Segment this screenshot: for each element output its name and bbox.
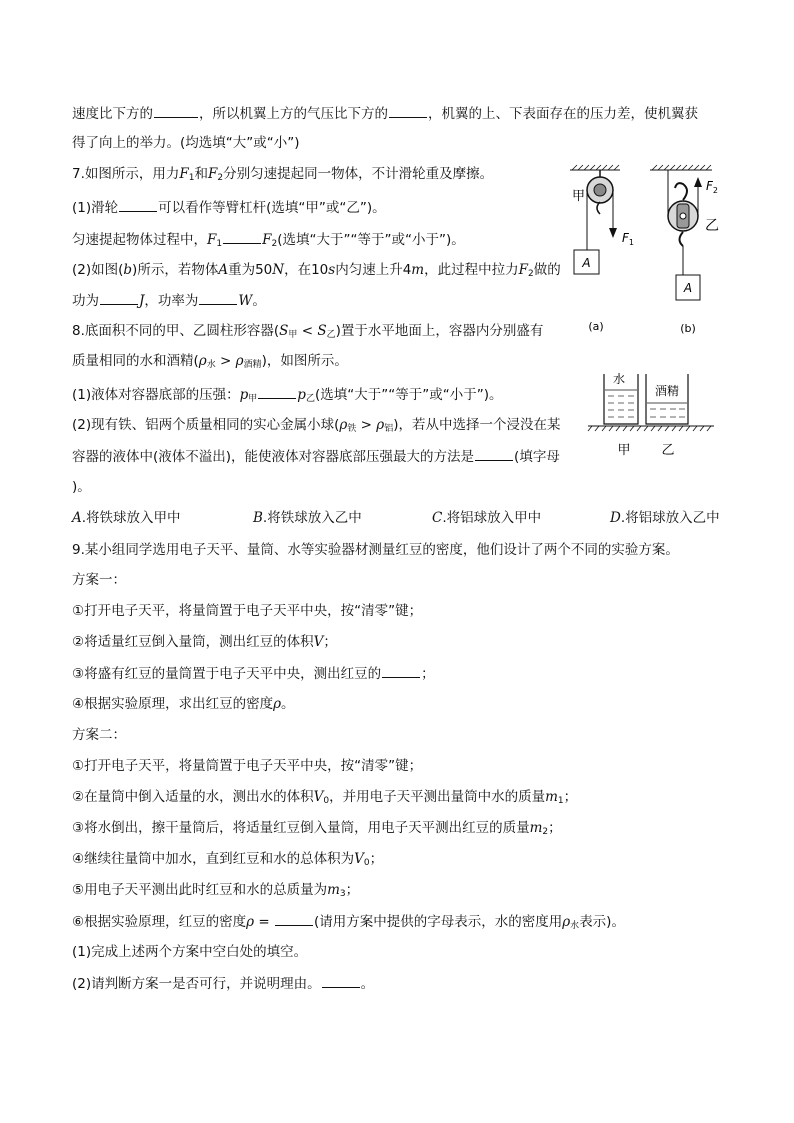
text: )，若从中选择一个浸没在某 [393, 417, 561, 433]
var-f: F [208, 166, 218, 182]
var: V [313, 789, 324, 805]
var: V [354, 851, 364, 867]
answer-blank[interactable] [258, 384, 296, 399]
answer-blank[interactable] [154, 103, 198, 118]
pulley-figure [560, 160, 730, 340]
q9-p2-step5 [72, 880, 359, 904]
text: 分别匀速提起同一物体，不计滑轮重及摩擦。 [223, 166, 494, 182]
text: ②将适量红豆倒入量筒，测出红豆的体积 [72, 634, 314, 650]
text: 方案一： [72, 572, 126, 588]
q9-plan1-title [72, 570, 126, 590]
var-f: F [518, 262, 528, 278]
caption-b: (b) [680, 322, 696, 335]
text: (1)完成上述两个方案中空白处的填空。 [72, 944, 308, 960]
text: ，所以机翼上方的气压比下方的 [199, 106, 388, 122]
hook-a [597, 202, 600, 214]
text: > [356, 417, 377, 433]
text: (1)液体对容器底部的压强： [72, 387, 240, 403]
q7-part1b: 匀速提起物体过程中，$F_1$ $F_2$(选填“大于”“等于”或“小于”)。 [72, 229, 465, 254]
answer-blank[interactable] [100, 290, 138, 305]
alcohol-fill [650, 409, 685, 417]
subscript: 0 [323, 796, 330, 806]
text: 表示)。 [579, 914, 625, 930]
q7-stem: 7.如图所示，用力$F_1$和$F_2$分别匀速提起同一物体，不计滑轮重及摩擦。 [72, 166, 494, 183]
box-a-label: A [582, 256, 591, 270]
answer-blank[interactable] [199, 290, 237, 305]
subscript: 酒精 [243, 360, 262, 370]
var: ρ [376, 417, 385, 433]
arrow-f1-icon [609, 228, 617, 238]
label-jia: 甲 [572, 189, 586, 204]
q8-part2b [72, 446, 560, 467]
var: m [529, 820, 543, 836]
subscript: 甲 [248, 394, 258, 404]
text: 。 [252, 293, 266, 309]
text: 容器的液体中(液体不溢出)，能使液体对容器底部压强最大的方法是 [72, 449, 475, 465]
label-water: 水 [612, 372, 626, 386]
text: (2)如图( [72, 262, 124, 278]
option-text: .将铝球放入甲中 [442, 510, 542, 526]
answer-blank[interactable] [119, 197, 157, 212]
text: (选填“大于”“等于”或“小于”)。 [314, 387, 503, 403]
q9-p2-step3 [72, 818, 562, 842]
text: 。 [281, 696, 295, 712]
subscript: 0 [363, 858, 370, 868]
text: 内匀速上升4 [335, 262, 412, 278]
var: ρ [273, 696, 282, 712]
q7-part2b [72, 290, 266, 311]
text: ，此过程中拉力 [424, 262, 519, 278]
var: S [317, 323, 327, 339]
var: ρ [339, 417, 348, 433]
text: (2)请判断方案一是否可行，并说明理由。 [72, 976, 321, 992]
text: ⑤用电子天平测出此时红豆和水的总质量为 [72, 882, 328, 898]
arrow-f2-icon [694, 177, 702, 187]
text: ，功率为 [144, 293, 199, 309]
subscript: 甲 [288, 330, 298, 340]
unit: N [272, 262, 285, 278]
q9-p2-step4 [72, 849, 383, 873]
answer-blank[interactable] [389, 103, 427, 118]
text: = [254, 914, 274, 930]
var: b [123, 262, 133, 278]
unit: m [411, 262, 425, 278]
answer-blank[interactable] [275, 911, 313, 926]
hook-b-top [675, 183, 687, 200]
var-f: F [179, 166, 189, 182]
subscript: 水 [570, 921, 580, 931]
text: (2)现有铁、铝两个质量相同的实心金属小球( [72, 417, 340, 433]
text: ； [369, 851, 384, 867]
text: (填字母 [514, 449, 560, 465]
subscript: 铝 [384, 424, 394, 434]
text: ⑥根据实验原理，红豆的密度 [72, 914, 247, 930]
text: ，在10 [284, 262, 329, 278]
option-letter: D [610, 510, 621, 526]
text: ③将水倒出，擦干量筒后，将适量红豆倒入量筒，用电子天平测出红豆的质量 [72, 820, 530, 836]
text: 方案二： [72, 727, 126, 743]
text: )所示，若物体 [132, 262, 219, 278]
text: 。 [360, 976, 375, 992]
text: 得了向上的举力。(均选填“大”或“小”) [72, 135, 300, 151]
var: ρ [198, 353, 207, 369]
answer-blank[interactable] [475, 446, 513, 461]
q6-line-1 [72, 103, 698, 124]
var-f: F [262, 232, 272, 248]
q9-p2-step1 [72, 756, 422, 776]
var: p [297, 387, 306, 403]
var: ρ [562, 914, 571, 930]
option-text: .将铁球放入乙中 [262, 510, 362, 526]
text: ； [345, 882, 360, 898]
pulley-a-axle [594, 184, 606, 196]
var-f: F [207, 232, 217, 248]
water-fill [608, 396, 634, 417]
text: ； [563, 789, 578, 805]
text: 9.某小组同学选用电子天平、量筒、水等实验器材测量红豆的密度，他们设计了两个不同的实验方案。 [72, 542, 679, 558]
answer-blank[interactable] [223, 229, 261, 244]
text: ④根据实验原理，求出红豆的密度 [72, 696, 274, 712]
box-b-label: A [683, 281, 693, 295]
q8-stem-2 [72, 351, 348, 375]
q9-p1-step3 [72, 663, 435, 684]
label-yi: 乙 [661, 443, 675, 458]
var: ρ [235, 353, 244, 369]
text: 匀速提起物体过程中， [72, 232, 207, 248]
q9-p2-step2 [72, 787, 577, 811]
text: ； [323, 634, 337, 650]
text: > [215, 353, 236, 369]
option-text: .将铁球放入甲中 [81, 510, 181, 526]
text: ①打开电子天平，将量筒置于电子天平中央，按“清零”键； [72, 603, 423, 619]
var: p [239, 387, 249, 403]
var: A [218, 262, 229, 278]
text: 8.底面积不同的甲、乙圆柱形容器( [72, 323, 280, 339]
q7-part1 [72, 197, 386, 218]
text: 速度比下方的 [72, 106, 153, 122]
text: 质量相同的水和酒精( [72, 353, 199, 369]
var: m [327, 882, 340, 898]
label-f2: $F_2$ [706, 179, 718, 195]
option-b[interactable] [253, 508, 362, 528]
q7-part2: (2)如图(b)所示，若物体A重为50N，在10s内匀速上升4m，此过程中拉力$F_2$做的 [72, 262, 561, 279]
text: 7.如图所示，用力 [72, 166, 180, 182]
q9-plan2-title [72, 725, 126, 745]
container-yi [646, 374, 688, 424]
text: 功为 [72, 293, 99, 309]
text: ； [548, 820, 562, 836]
answer-blank[interactable] [322, 973, 360, 988]
q8-part2c [72, 477, 91, 497]
q9-p2-step6 [72, 911, 625, 936]
q8-part2 [72, 415, 560, 439]
text: ④继续往量筒中加水，直到红豆和水的总体积为 [72, 851, 355, 867]
text: 做的 [533, 262, 561, 278]
option-d[interactable] [610, 508, 720, 528]
option-a[interactable] [72, 508, 181, 528]
text: ②在量筒中倒入适量的水，测出水的体积 [72, 789, 314, 805]
subscript: 乙 [326, 330, 336, 340]
label-yi: 乙 [705, 218, 719, 234]
q9-intro [72, 540, 679, 560]
q9-p1-step4 [72, 694, 295, 714]
caption-a: (a) [588, 320, 604, 333]
label-f1: $F_1$ [622, 231, 634, 247]
containers-figure [586, 366, 716, 462]
text: ； [421, 666, 435, 682]
option-letter: A [72, 510, 82, 526]
unit: s [328, 262, 336, 278]
text: )置于水平地面上，容器内分别盛有 [335, 323, 544, 339]
unit: J [139, 293, 145, 309]
text: (1)滑轮 [72, 200, 119, 216]
q8-stem-1 [72, 321, 543, 345]
subscript: 3 [339, 889, 346, 899]
var: S [279, 323, 289, 339]
text: )。 [72, 479, 91, 495]
subscript: 水 [206, 360, 216, 370]
option-c[interactable] [432, 508, 541, 528]
text: ③将盛有红豆的量筒置于电子天平中央，测出红豆的 [72, 666, 382, 682]
text: (请用方案中提供的字母表示，水的密度用 [313, 914, 563, 930]
q9-sub1 [72, 942, 307, 962]
q8-part1 [72, 384, 502, 409]
answer-blank[interactable] [382, 663, 420, 678]
option-text: .将铝球放入乙中 [620, 510, 720, 526]
q6-line-2 [72, 133, 300, 153]
text: 重为50 [228, 262, 273, 278]
var: V [313, 634, 324, 650]
subscript: 1 [557, 796, 564, 806]
text: ，并用电子天平测出量筒中水的质量 [329, 789, 546, 805]
label-jia: 甲 [617, 443, 631, 458]
text: < [297, 323, 318, 339]
text: )，如图所示。 [261, 353, 348, 369]
hook-b-bottom [680, 232, 684, 246]
subscript: 2 [542, 827, 549, 837]
text: ①打开电子天平，将量筒置于电子天平中央，按“清零”键； [72, 758, 423, 774]
q9-p1-step1 [72, 601, 422, 621]
text: 可以看作等臂杠杆(选填“甲”或“乙”)。 [158, 200, 386, 216]
subscript: 乙 [305, 394, 315, 404]
var: ρ [246, 914, 255, 930]
pulley-b-axle [680, 213, 686, 219]
var: m [545, 789, 558, 805]
label-alcohol: 酒精 [654, 384, 680, 398]
text: 和 [194, 166, 208, 182]
unit: W [238, 293, 253, 309]
text: (选填“大于”“等于”或“小于”)。 [277, 232, 465, 248]
q9-sub2 [72, 973, 374, 994]
text: ，机翼的上、下表面存在的压力差，使机翼获 [428, 106, 698, 122]
option-letter: C [432, 510, 443, 526]
option-letter: B [253, 510, 263, 526]
q9-p1-step2 [72, 632, 337, 652]
subscript: 铁 [347, 424, 357, 434]
